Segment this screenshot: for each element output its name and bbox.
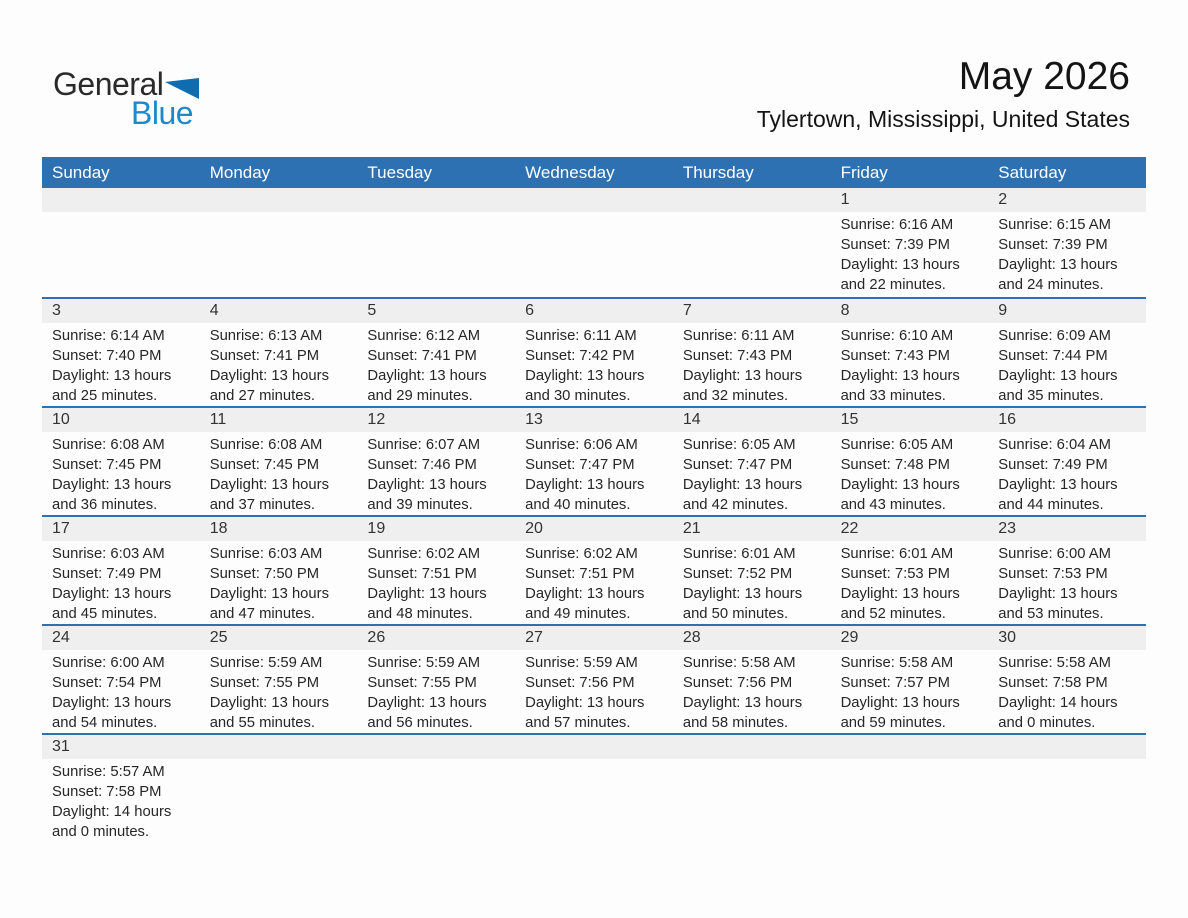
sunset-line: Sunset: 7:46 PM xyxy=(367,457,477,473)
day-band-empty xyxy=(673,188,831,212)
daylight-line: Daylight: 13 hours and 33 minutes. xyxy=(840,368,960,404)
day-band-empty xyxy=(831,735,989,759)
sunset-line: Sunset: 7:42 PM xyxy=(525,348,635,364)
general-blue-logo xyxy=(53,68,199,129)
sunset-line: Sunset: 7:58 PM xyxy=(998,675,1108,691)
day-band-empty xyxy=(673,735,831,759)
sunrise-line: Sunrise: 5:58 AM xyxy=(840,655,954,671)
day-number: 30 xyxy=(988,626,1146,650)
sunrise-line: Sunrise: 6:07 AM xyxy=(367,437,481,453)
sunrise-line: Sunrise: 6:11 AM xyxy=(525,328,637,344)
daylight-line: Daylight: 14 hours and 0 minutes. xyxy=(998,695,1118,731)
sunset-line: Sunset: 7:49 PM xyxy=(52,566,162,582)
day-cell-empty xyxy=(42,188,200,297)
day-cell-empty xyxy=(200,188,358,297)
day-details xyxy=(831,541,989,624)
sunset-line: Sunset: 7:53 PM xyxy=(840,566,950,582)
sunrise-line: Sunrise: 6:03 AM xyxy=(209,546,323,562)
week-row-4 xyxy=(42,515,1146,624)
sunrise-line: Sunrise: 5:59 AM xyxy=(525,655,638,671)
week-row-6 xyxy=(42,733,1146,858)
daylight-line: Daylight: 13 hours and 35 minutes. xyxy=(998,368,1118,404)
sunrise-line: Sunrise: 6:16 AM xyxy=(840,217,954,233)
sunset-line: Sunset: 7:39 PM xyxy=(840,237,950,253)
daylight-line: Daylight: 13 hours and 47 minutes. xyxy=(209,586,329,622)
daylight-line: Daylight: 13 hours and 49 minutes. xyxy=(525,586,645,622)
sunset-line: Sunset: 7:55 PM xyxy=(367,675,477,691)
day-details xyxy=(515,541,673,624)
day-cell-7 xyxy=(673,299,831,406)
sunset-line: Sunset: 7:47 PM xyxy=(525,457,635,473)
day-cell-18 xyxy=(200,517,358,624)
sunset-line: Sunset: 7:50 PM xyxy=(209,566,320,582)
day-number: 27 xyxy=(515,626,673,650)
daylight-line: Daylight: 13 hours and 22 minutes. xyxy=(840,257,960,293)
page-header xyxy=(0,0,1188,157)
sunset-line: Sunset: 7:40 PM xyxy=(52,348,162,364)
day-number: 22 xyxy=(831,517,989,541)
daylight-line: Daylight: 13 hours and 37 minutes. xyxy=(209,477,329,513)
week-row-3 xyxy=(42,406,1146,515)
day-number: 2 xyxy=(988,188,1146,212)
day-cell-10 xyxy=(42,408,200,515)
day-details xyxy=(673,432,831,515)
sunset-line: Sunset: 7:43 PM xyxy=(682,348,793,364)
day-cell-5 xyxy=(357,299,515,406)
day-number: 11 xyxy=(200,408,358,432)
day-cell-28 xyxy=(673,626,831,733)
daylight-line: Daylight: 13 hours and 32 minutes. xyxy=(682,368,803,404)
day-number: 19 xyxy=(357,517,515,541)
sunrise-line: Sunrise: 5:58 AM xyxy=(682,655,796,671)
sunrise-line: Sunrise: 6:03 AM xyxy=(52,546,165,562)
sunrise-line: Sunrise: 6:00 AM xyxy=(52,655,165,671)
weekday-header-wednesday: Wednesday xyxy=(525,162,615,182)
day-band-empty xyxy=(515,188,673,212)
weekday-header-friday: Friday xyxy=(840,162,888,182)
calendar-weeks xyxy=(42,188,1146,858)
day-details xyxy=(831,432,989,515)
daylight-line: Daylight: 13 hours and 57 minutes. xyxy=(525,695,645,731)
day-details xyxy=(515,323,673,406)
sunset-line: Sunset: 7:51 PM xyxy=(367,566,477,582)
day-band-empty xyxy=(42,188,200,212)
sunrise-line: Sunrise: 6:14 AM xyxy=(52,328,165,344)
daylight-line: Daylight: 13 hours and 42 minutes. xyxy=(682,477,803,513)
daylight-line: Daylight: 13 hours and 53 minutes. xyxy=(998,586,1118,622)
day-number: 17 xyxy=(42,517,200,541)
day-details xyxy=(357,541,515,624)
weekday-header-saturday: Saturday xyxy=(998,162,1067,182)
day-details xyxy=(673,323,831,406)
week-row-5 xyxy=(42,624,1146,733)
sunset-line: Sunset: 7:39 PM xyxy=(998,237,1108,253)
day-number: 10 xyxy=(42,408,200,432)
daylight-line: Daylight: 13 hours and 54 minutes. xyxy=(52,695,172,731)
day-number: 18 xyxy=(200,517,358,541)
day-number: 5 xyxy=(357,299,515,323)
weekday-header-sunday: Sunday xyxy=(52,162,110,182)
day-number: 9 xyxy=(988,299,1146,323)
day-details xyxy=(357,650,515,733)
day-details xyxy=(200,323,358,406)
day-details xyxy=(200,432,358,515)
day-details xyxy=(831,212,989,295)
day-details xyxy=(988,323,1146,406)
day-details xyxy=(673,541,831,624)
day-number: 26 xyxy=(357,626,515,650)
day-details xyxy=(42,432,200,515)
daylight-line: Daylight: 13 hours and 58 minutes. xyxy=(682,695,803,731)
daylight-line: Daylight: 13 hours and 27 minutes. xyxy=(209,368,329,404)
daylight-line: Daylight: 13 hours and 45 minutes. xyxy=(52,586,172,622)
day-details xyxy=(988,432,1146,515)
sunrise-line: Sunrise: 6:02 AM xyxy=(525,546,638,562)
week-row-2 xyxy=(42,297,1146,406)
day-number: 21 xyxy=(673,517,831,541)
sunrise-line: Sunrise: 6:02 AM xyxy=(367,546,481,562)
day-cell-14 xyxy=(673,408,831,515)
day-number: 25 xyxy=(200,626,358,650)
day-cell-8 xyxy=(831,299,989,406)
sunset-line: Sunset: 7:45 PM xyxy=(52,457,162,473)
location-subtitle: Tylertown, Mississippi, United States xyxy=(756,105,1130,132)
daylight-line: Daylight: 13 hours and 36 minutes. xyxy=(52,477,172,513)
day-cell-15 xyxy=(831,408,989,515)
sunrise-line: Sunrise: 6:05 AM xyxy=(682,437,796,453)
daylight-line: Daylight: 14 hours and 0 minutes. xyxy=(52,804,172,840)
day-number: 24 xyxy=(42,626,200,650)
day-number: 6 xyxy=(515,299,673,323)
sunrise-line: Sunrise: 5:58 AM xyxy=(998,655,1111,671)
day-details xyxy=(831,323,989,406)
day-details xyxy=(988,212,1146,295)
day-cell-25 xyxy=(200,626,358,733)
sunset-line: Sunset: 7:48 PM xyxy=(840,457,950,473)
sunset-line: Sunset: 7:44 PM xyxy=(998,348,1108,364)
day-cell-2 xyxy=(988,188,1146,297)
sunset-line: Sunset: 7:56 PM xyxy=(525,675,635,691)
day-number: 15 xyxy=(831,408,989,432)
day-cell-22 xyxy=(831,517,989,624)
day-cell-9 xyxy=(988,299,1146,406)
day-number: 13 xyxy=(515,408,673,432)
day-band-empty xyxy=(515,735,673,759)
daylight-line: Daylight: 13 hours and 24 minutes. xyxy=(998,257,1118,293)
sunrise-line: Sunrise: 5:59 AM xyxy=(367,655,481,671)
sunrise-line: Sunrise: 6:01 AM xyxy=(840,546,954,562)
day-number: 14 xyxy=(673,408,831,432)
day-band-empty xyxy=(200,735,358,759)
day-cell-empty xyxy=(515,188,673,297)
day-details xyxy=(42,323,200,406)
daylight-line: Daylight: 13 hours and 56 minutes. xyxy=(367,695,487,731)
day-cell-17 xyxy=(42,517,200,624)
day-cell-empty xyxy=(673,188,831,297)
daylight-line: Daylight: 13 hours and 25 minutes. xyxy=(52,368,172,404)
sunset-line: Sunset: 7:49 PM xyxy=(998,457,1108,473)
sunrise-line: Sunrise: 6:09 AM xyxy=(998,328,1111,344)
day-cell-24 xyxy=(42,626,200,733)
sunrise-line: Sunrise: 6:08 AM xyxy=(209,437,323,453)
day-cell-4 xyxy=(200,299,358,406)
day-cell-empty xyxy=(673,735,831,858)
sunset-line: Sunset: 7:41 PM xyxy=(209,348,320,364)
day-cell-13 xyxy=(515,408,673,515)
day-cell-12 xyxy=(357,408,515,515)
sunset-line: Sunset: 7:55 PM xyxy=(209,675,320,691)
month-title: May 2026 xyxy=(958,55,1130,98)
sunset-line: Sunset: 7:47 PM xyxy=(682,457,793,473)
weekday-header-tuesday: Tuesday xyxy=(367,162,432,182)
sunset-line: Sunset: 7:43 PM xyxy=(840,348,950,364)
day-number: 16 xyxy=(988,408,1146,432)
day-details xyxy=(42,650,200,733)
day-band-empty xyxy=(357,188,515,212)
day-number: 3 xyxy=(42,299,200,323)
day-band-empty xyxy=(357,735,515,759)
day-number: 4 xyxy=(200,299,358,323)
day-cell-16 xyxy=(988,408,1146,515)
day-details xyxy=(200,650,358,733)
sunrise-line: Sunrise: 6:08 AM xyxy=(52,437,165,453)
daylight-line: Daylight: 13 hours and 29 minutes. xyxy=(367,368,487,404)
day-cell-29 xyxy=(831,626,989,733)
day-cell-empty xyxy=(200,735,358,858)
day-details xyxy=(673,650,831,733)
day-cell-31 xyxy=(42,735,200,858)
sunrise-line: Sunrise: 6:05 AM xyxy=(840,437,954,453)
day-cell-empty xyxy=(357,735,515,858)
day-number: 7 xyxy=(673,299,831,323)
day-cell-empty xyxy=(357,188,515,297)
day-cell-27 xyxy=(515,626,673,733)
day-details xyxy=(200,541,358,624)
day-details xyxy=(515,432,673,515)
day-cell-empty xyxy=(831,735,989,858)
day-cell-30 xyxy=(988,626,1146,733)
day-band-empty xyxy=(200,188,358,212)
day-cell-26 xyxy=(357,626,515,733)
day-number: 31 xyxy=(42,735,200,759)
weekday-header-monday: Monday xyxy=(209,162,271,182)
sunrise-line: Sunrise: 5:59 AM xyxy=(209,655,323,671)
day-cell-21 xyxy=(673,517,831,624)
sunset-line: Sunset: 7:57 PM xyxy=(840,675,950,691)
day-details xyxy=(42,759,200,842)
logo-text-general: General xyxy=(53,66,164,102)
day-cell-6 xyxy=(515,299,673,406)
day-number: 28 xyxy=(673,626,831,650)
day-details xyxy=(515,650,673,733)
day-number: 29 xyxy=(831,626,989,650)
day-cell-empty xyxy=(988,735,1146,858)
title-block xyxy=(757,56,1130,133)
weekday-header-thursday: Thursday xyxy=(682,162,754,182)
sunset-line: Sunset: 7:45 PM xyxy=(209,457,320,473)
sunrise-line: Sunrise: 6:04 AM xyxy=(998,437,1111,453)
daylight-line: Daylight: 13 hours and 59 minutes. xyxy=(840,695,960,731)
sunrise-line: Sunrise: 6:15 AM xyxy=(998,217,1111,233)
day-band-empty xyxy=(988,735,1146,759)
day-cell-23 xyxy=(988,517,1146,624)
daylight-line: Daylight: 13 hours and 55 minutes. xyxy=(209,695,329,731)
week-row-1 xyxy=(42,188,1146,297)
day-details xyxy=(42,541,200,624)
sunset-line: Sunset: 7:53 PM xyxy=(998,566,1108,582)
day-cell-11 xyxy=(200,408,358,515)
day-details xyxy=(357,323,515,406)
daylight-line: Daylight: 13 hours and 44 minutes. xyxy=(998,477,1118,513)
day-cell-19 xyxy=(357,517,515,624)
sunrise-line: Sunrise: 6:11 AM xyxy=(682,328,795,344)
daylight-line: Daylight: 13 hours and 30 minutes. xyxy=(525,368,645,404)
day-cell-empty xyxy=(515,735,673,858)
calendar-table xyxy=(42,157,1146,858)
sunset-line: Sunset: 7:56 PM xyxy=(682,675,793,691)
day-details xyxy=(988,650,1146,733)
sunset-line: Sunset: 7:52 PM xyxy=(682,566,793,582)
day-details xyxy=(357,432,515,515)
day-details xyxy=(831,650,989,733)
weekday-header-row xyxy=(42,157,1146,188)
day-cell-1 xyxy=(831,188,989,297)
sunrise-line: Sunrise: 6:12 AM xyxy=(367,328,481,344)
day-cell-20 xyxy=(515,517,673,624)
sunrise-line: Sunrise: 6:06 AM xyxy=(525,437,638,453)
day-number: 23 xyxy=(988,517,1146,541)
daylight-line: Daylight: 13 hours and 39 minutes. xyxy=(367,477,487,513)
sunrise-line: Sunrise: 5:57 AM xyxy=(52,764,165,780)
day-number: 12 xyxy=(357,408,515,432)
day-cell-3 xyxy=(42,299,200,406)
sunset-line: Sunset: 7:58 PM xyxy=(52,784,162,800)
day-number: 20 xyxy=(515,517,673,541)
sunset-line: Sunset: 7:54 PM xyxy=(52,675,162,691)
day-number: 8 xyxy=(831,299,989,323)
sunrise-line: Sunrise: 6:01 AM xyxy=(682,546,796,562)
daylight-line: Daylight: 13 hours and 43 minutes. xyxy=(840,477,960,513)
sunset-line: Sunset: 7:51 PM xyxy=(525,566,635,582)
sunrise-line: Sunrise: 6:10 AM xyxy=(840,328,954,344)
day-number: 1 xyxy=(831,188,989,212)
sunrise-line: Sunrise: 6:13 AM xyxy=(209,328,323,344)
sunrise-line: Sunrise: 6:00 AM xyxy=(998,546,1111,562)
daylight-line: Daylight: 13 hours and 40 minutes. xyxy=(525,477,645,513)
logo-text-blue: Blue xyxy=(131,95,194,131)
daylight-line: Daylight: 13 hours and 50 minutes. xyxy=(682,586,803,622)
daylight-line: Daylight: 13 hours and 48 minutes. xyxy=(367,586,487,622)
daylight-line: Daylight: 13 hours and 52 minutes. xyxy=(840,586,960,622)
day-details xyxy=(988,541,1146,624)
sunset-line: Sunset: 7:41 PM xyxy=(367,348,477,364)
